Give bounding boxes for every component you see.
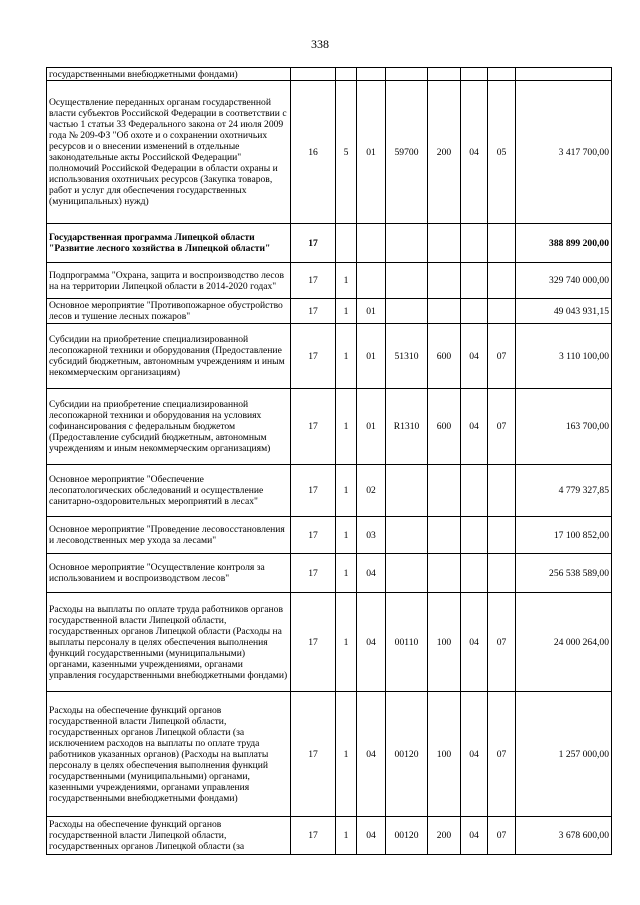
- section-code: 04: [461, 81, 488, 224]
- gp-code: 17: [291, 817, 336, 855]
- subprogram-code: 1: [336, 593, 357, 692]
- table-body: [47, 68, 612, 855]
- expense-type-code: [428, 224, 461, 263]
- direction-code: [386, 68, 428, 81]
- expense-type-code: [428, 299, 461, 324]
- subsection-code: [488, 517, 516, 554]
- section-code: 04: [461, 817, 488, 855]
- direction-code: [386, 554, 428, 593]
- expense-type-code: 200: [428, 817, 461, 855]
- subsection-code: 07: [488, 692, 516, 817]
- gp-code: 17: [291, 554, 336, 593]
- direction-code: 00120: [386, 692, 428, 817]
- measure-code: 01: [357, 324, 386, 389]
- section-code: [461, 554, 488, 593]
- measure-code: 03: [357, 517, 386, 554]
- table-row: [47, 224, 612, 263]
- amount: 17 100 852,00: [516, 517, 612, 554]
- section-code: [461, 299, 488, 324]
- row-name: Основное мероприятие "Обеспечение лесопатологических обследований и осуществление санитарно-оздоровительных мероприятий в лесах": [47, 465, 291, 517]
- gp-code: 17: [291, 692, 336, 817]
- subprogram-code: 1: [336, 465, 357, 517]
- expense-type-code: [428, 554, 461, 593]
- table-row: [47, 263, 612, 299]
- table-row: [47, 593, 612, 692]
- measure-code: 02: [357, 465, 386, 517]
- amount: [516, 68, 612, 81]
- row-name: Субсидии на приобретение специализированной лесопожарной техники и оборудования (Предоставление субсидий бюджетным, автономным учреждениям и иным некоммерческим организациям): [47, 324, 291, 389]
- row-name: Государственная программа Липецкой области "Развитие лесного хозяйства в Липецкой области": [47, 224, 291, 263]
- section-code: 04: [461, 324, 488, 389]
- gp-code: 17: [291, 263, 336, 299]
- budget-table: [46, 67, 612, 855]
- measure-code: 04: [357, 554, 386, 593]
- gp-code: 17: [291, 389, 336, 465]
- expense-type-code: 100: [428, 593, 461, 692]
- amount: 3 417 700,00: [516, 81, 612, 224]
- table-row: [47, 554, 612, 593]
- subprogram-code: 5: [336, 81, 357, 224]
- section-code: [461, 517, 488, 554]
- amount: 163 700,00: [516, 389, 612, 465]
- table-row: [47, 517, 612, 554]
- direction-code: [386, 263, 428, 299]
- direction-code: [386, 465, 428, 517]
- section-code: 04: [461, 593, 488, 692]
- subprogram-code: 1: [336, 299, 357, 324]
- expense-type-code: [428, 68, 461, 81]
- measure-code: 04: [357, 593, 386, 692]
- direction-code: 00110: [386, 593, 428, 692]
- subprogram-code: 1: [336, 517, 357, 554]
- measure-code: 01: [357, 81, 386, 224]
- subprogram-code: 1: [336, 389, 357, 465]
- section-code: 04: [461, 692, 488, 817]
- row-name: Основное мероприятие "Проведение лесовосстановления и лесоводственных мер ухода за лесами": [47, 517, 291, 554]
- gp-code: 16: [291, 81, 336, 224]
- measure-code: 04: [357, 692, 386, 817]
- amount: 4 779 327,85: [516, 465, 612, 517]
- gp-code: 17: [291, 224, 336, 263]
- subprogram-code: 1: [336, 554, 357, 593]
- subsection-code: [488, 224, 516, 263]
- measure-code: 01: [357, 299, 386, 324]
- expense-type-code: 100: [428, 692, 461, 817]
- table-row: [47, 389, 612, 465]
- subsection-code: 05: [488, 81, 516, 224]
- subsection-code: [488, 465, 516, 517]
- expense-type-code: [428, 465, 461, 517]
- row-name: Основное мероприятие "Осуществление контроля за использованием и воспроизводством лесов": [47, 554, 291, 593]
- measure-code: [357, 224, 386, 263]
- measure-code: [357, 68, 386, 81]
- subsection-code: [488, 554, 516, 593]
- row-name: Расходы на выплаты по оплате труда работников органов государственной власти Липецкой области, государственных органов Липецкой области (Расходы на выплаты персоналу в целях обеспечения выполнения функций государственными (муниципальными) органами, казенными учреждениями, органами управления государственными внебюджетными фондами): [47, 593, 291, 692]
- direction-code: [386, 224, 428, 263]
- direction-code: [386, 517, 428, 554]
- gp-code: 17: [291, 324, 336, 389]
- direction-code: 00120: [386, 817, 428, 855]
- amount: 3 678 600,00: [516, 817, 612, 855]
- page-number: 338: [311, 37, 329, 51]
- subprogram-code: 1: [336, 263, 357, 299]
- amount: 49 043 931,15: [516, 299, 612, 324]
- gp-code: [291, 68, 336, 81]
- measure-code: 01: [357, 389, 386, 465]
- amount: 329 740 000,00: [516, 263, 612, 299]
- table-row: [47, 692, 612, 817]
- subprogram-code: 1: [336, 692, 357, 817]
- gp-code: 17: [291, 465, 336, 517]
- table-row: [47, 817, 612, 855]
- measure-code: 04: [357, 817, 386, 855]
- amount: 3 110 100,00: [516, 324, 612, 389]
- table-row: [47, 68, 612, 81]
- direction-code: 51310: [386, 324, 428, 389]
- measure-code: [357, 263, 386, 299]
- subsection-code: 07: [488, 817, 516, 855]
- subprogram-code: [336, 224, 357, 263]
- table-row: [47, 324, 612, 389]
- amount: 1 257 000,00: [516, 692, 612, 817]
- expense-type-code: 600: [428, 389, 461, 465]
- subprogram-code: [336, 68, 357, 81]
- row-name: Субсидии на приобретение специализированной лесопожарной техники и оборудования на условиях софинансирования с федеральным бюджетом (Предоставление субсидий бюджетным, автономным учреждениям и иным некоммерческим организациям): [47, 389, 291, 465]
- row-name: Осуществление переданных органам государственной власти субъектов Российской Федерации в соответствии с частью 1 статьи 33 Федерального закона от 24 июля 2009 года № 209-ФЗ "Об охоте и о сохранении охотничьих ресурсов и о внесении изменений в отдельные законодательные акты Российской Федерации" полномочий Российской Федерации в области охраны и использования охотничьих ресурсов (Закупка товаров, работ и услуг для обеспечения государственных (муниципальных) нужд): [47, 81, 291, 224]
- subsection-code: 07: [488, 389, 516, 465]
- section-code: [461, 263, 488, 299]
- section-code: 04: [461, 389, 488, 465]
- table-row: [47, 465, 612, 517]
- section-code: [461, 465, 488, 517]
- expense-type-code: 200: [428, 81, 461, 224]
- row-name: государственными внебюджетными фондами): [47, 68, 291, 81]
- amount: 388 899 200,00: [516, 224, 612, 263]
- subsection-code: [488, 68, 516, 81]
- subsection-code: [488, 299, 516, 324]
- subprogram-code: 1: [336, 817, 357, 855]
- section-code: [461, 68, 488, 81]
- row-name: Подпрограмма "Охрана, защита и воспроизводство лесов на на территории Липецкой области в 2014-2020 годах": [47, 263, 291, 299]
- subsection-code: [488, 263, 516, 299]
- row-name: Расходы на обеспечение функций органов государственной власти Липецкой области, государственных органов Липецкой области (за исключением расходов на выплаты по оплате труда работников указанных органов) (Расходы на выплаты персоналу в целях обеспечения выполнения функций государственными (муниципальными) органами, казенными учреждениями, органами управления государственными внебюджетными фондами): [47, 692, 291, 817]
- table-row: [47, 299, 612, 324]
- gp-code: 17: [291, 517, 336, 554]
- direction-code: [386, 299, 428, 324]
- subprogram-code: 1: [336, 324, 357, 389]
- gp-code: 17: [291, 299, 336, 324]
- row-name: Основное мероприятие "Противопожарное обустройство лесов и тушение лесных пожаров": [47, 299, 291, 324]
- expense-type-code: 600: [428, 324, 461, 389]
- subsection-code: 07: [488, 593, 516, 692]
- direction-code: R1310: [386, 389, 428, 465]
- row-name: Расходы на обеспечение функций органов государственной власти Липецкой области, государственных органов Липецкой области (за: [47, 817, 291, 855]
- gp-code: 17: [291, 593, 336, 692]
- table-row: [47, 81, 612, 224]
- section-code: [461, 224, 488, 263]
- amount: 256 538 589,00: [516, 554, 612, 593]
- amount: 24 000 264,00: [516, 593, 612, 692]
- subsection-code: 07: [488, 324, 516, 389]
- expense-type-code: [428, 263, 461, 299]
- direction-code: 59700: [386, 81, 428, 224]
- expense-type-code: [428, 517, 461, 554]
